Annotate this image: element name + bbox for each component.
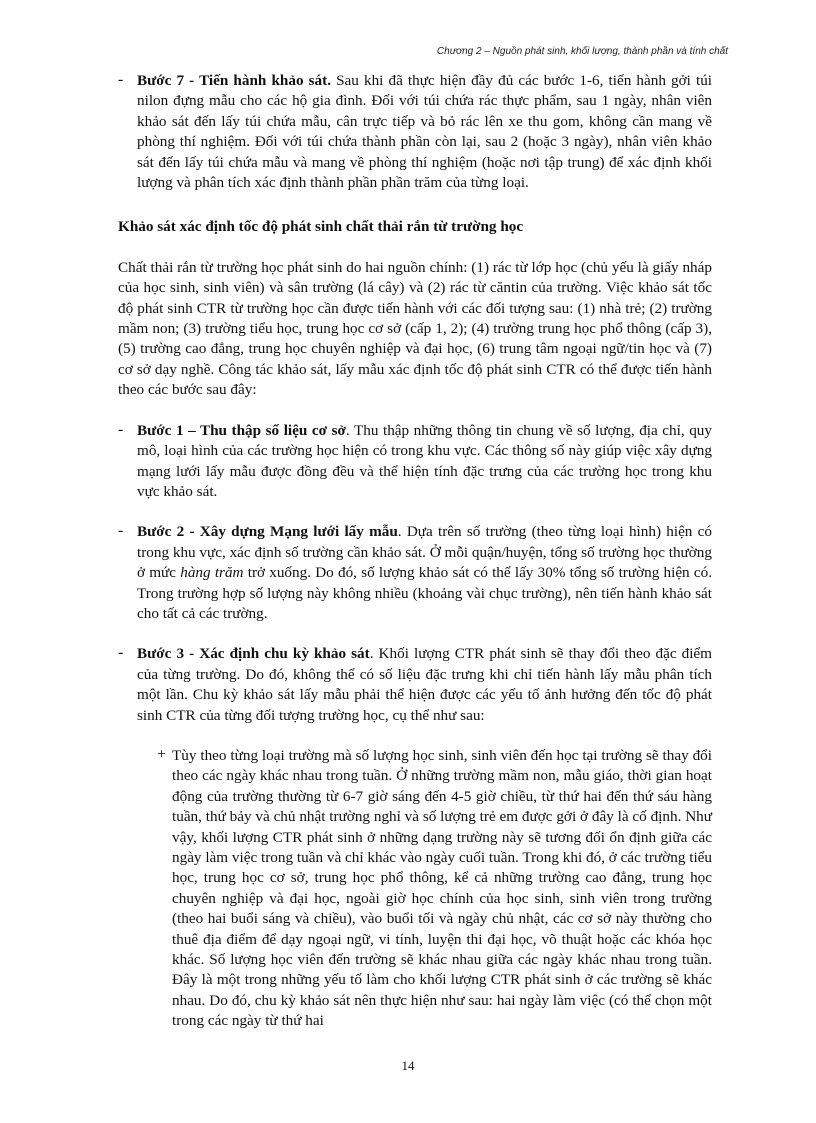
step-1-item — [118, 421, 712, 503]
section-heading: Khảo sát xác định tốc độ phát sinh chất thải rắn từ trường học — [118, 218, 524, 236]
page-number: 14 — [401, 1058, 415, 1073]
step-7-text: Sau khi đã thực hiện đầy đủ các bước 1-6, tiến hành gởi túi nilon đựng mẫu cho các hộ gia đình. Đối với túi chứa rác thực phẩm, sau 1 ngày, nhân viên khảo sát đến lấy túi chứa mẫu, cân trực tiếp và bỏ rác lên xe thu gom, không cần mang về phòng thí nghiệm. Đối với túi chứa thành phần còn lại, sau 2 (hoặc 3 ngày), nhân viên khảo sát đến lấy túi chứa mẫu và mang về phòng thí nghiệm (hoặc nơi tập trung) để xác định khối lượng và phân tích xác định thành phần phần trăm của từng loại. — [137, 72, 713, 192]
step-1-paragraph — [137, 421, 712, 503]
step-2-item — [118, 522, 712, 624]
step-1-title: Bước 1 – Thu thập số liệu cơ sở — [137, 421, 346, 439]
step-2-emphasis: hàng trăm — [180, 564, 244, 582]
running-header: Chương 2 – Nguồn phát sinh, khối lượng, thành phần và tính chất — [436, 46, 728, 57]
step-7-paragraph — [137, 71, 712, 193]
step-7-title: Bước 7 - Tiến hành khảo sát. — [137, 72, 332, 89]
step-7-item — [118, 71, 712, 193]
step-3-item — [118, 644, 712, 1031]
page-body — [118, 71, 712, 1052]
plus-bullet: + — [157, 745, 167, 763]
step-3-subitem — [137, 746, 712, 1032]
dash-bullet: - — [118, 522, 124, 540]
step-2-text-b: trở xuống. Do đó, số lượng khảo sát có thể lấy 30% tổng số trường hiện có. Trong trường hợp số lượng này không nhiều (khoảng vài chục trường), nên tiến hành khảo sát cho tất cả các trường. — [137, 564, 712, 622]
dash-bullet: - — [118, 644, 124, 662]
step-1-text: . Thu thập những thông tin chung về số lượng, địa chỉ, quy mô, loại hình của các trường học hiện có trong khu vực. Các thông số này giúp việc xây dựng mạng lưới lấy mẫu được đồng đều và thể hiện tính đặc trưng của các trường học trong khu vực khảo sát. — [137, 421, 712, 500]
dash-bullet: - — [118, 71, 124, 88]
step-2-title: Bước 2 - Xây dựng Mạng lưới lấy mẫu — [137, 523, 398, 541]
step-2-paragraph — [137, 522, 712, 624]
step-2-text-a: . Dựa trên số trường (theo từng loại hình) hiện có trong khu vực, xác định số trường cần khảo sát. Ở mỗi quận/huyện, tổng số trường học thường ở mức — [137, 523, 712, 582]
step-3-subitem-text: Tùy theo từng loại trường mà số lượng học sinh, sinh viên đến học tại trường sẽ thay đổi theo các ngày khác nhau trong tuần. Ở những trường mầm non, mẫu giáo, thời gian hoạt động của trường thường từ 6-7 giờ sáng đến 4-5 giờ chiều, từ thứ hai đến thứ sáu hàng tuần, thứ bảy và chủ nhật trường nghỉ và số lượng trẻ em được gởi ở đây là cố định. Như vậy, khối lượng CTR phát sinh ở những dạng trường này sẽ tương đối ổn định giữa các ngày làm việc trong tuần và chỉ khác vào ngày cuối tuần. Trong khi đó, ở các trường tiểu học, trung học cơ sở, trung học phổ thông, kể cả những trường cao đẳng, trung học chuyên nghiệp và đại học, ngoài giờ học chính của học sinh, sinh viên trong trường (theo hai buổi sáng và chiều), vào buổi tối và ngày chủ nhật, các cơ sở này thường cho thuê địa điểm để dạy ngoại ngữ, vi tính, luyện thi đại học, võ thuật hoặc các khóa học khác. Số lượng học viên đến trường sẽ khác nhau giữa các ngày khác nhau trong tuần. Đây là một trong những yếu tố làm cho khối lượng CTR phát sinh ở các trường sẽ khác nhau. Do đó, chu kỳ khảo sát nên thực hiện như sau: hai ngày làm việc (có thể chọn một trong các ngày từ thứ hai — [172, 746, 712, 1030]
step-3-text: . Khối lượng CTR phát sinh sẽ thay đổi theo đặc điểm của từng trường. Do đó, không thể có số liệu đặc trưng khi chỉ tiến hành lấy mẫu phân tích một lần. Chu kỳ khảo sát lấy mẫu phải thể hiện được các yếu tố ảnh hưởng đến tốc độ phát sinh CTR của từng đối tượng trường học, cụ thể như sau: — [137, 645, 712, 724]
step-3-title: Bước 3 - Xác định chu kỳ khảo sát — [137, 645, 370, 663]
dash-bullet: - — [118, 420, 124, 438]
step-3-paragraph — [137, 644, 712, 726]
intro-paragraph: Chất thải rắn từ trường học phát sinh do hai nguồn chính: (1) rác từ lớp học (chủ yếu là giấy nháp của học sinh, sinh viên) và sân trường (lá cây) và (2) rác từ căntin của trường. Việc khảo sát tốc độ phát sinh CTR từ trường học cần được tiến hành với các đối tượng sau: (1) nhà trẻ; (2) trường mầm non; (3) trường tiểu học, trung học cơ sở (cấp 1, 2); (4) trường trung học phổ thông (cấp 3), (5) trường cao đẳng, trung học chuyên nghiệp và đại học, (6) trung tâm ngoại ngữ/tin học và (7) cơ sở dạy nghề. Công tác khảo sát, lấy mẫu xác định tốc độ phát sinh CTR có thể được tiến hành theo các bước sau đây: — [118, 258, 712, 399]
